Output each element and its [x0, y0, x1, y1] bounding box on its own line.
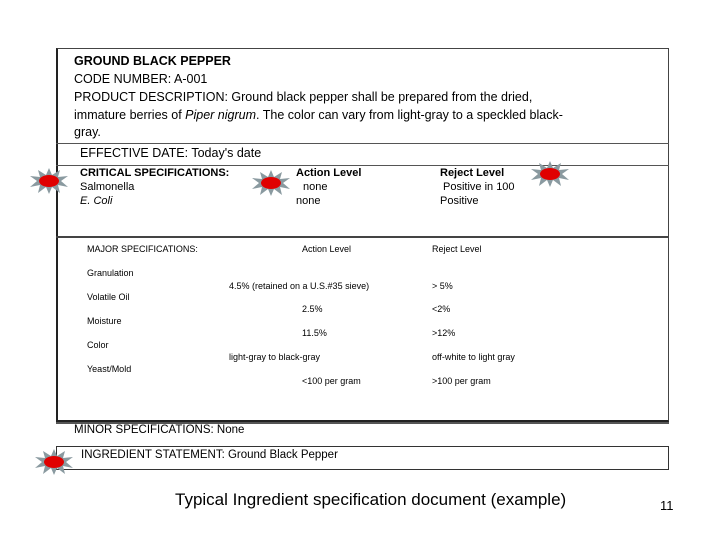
desc-text: . The color can vary from light-gray to a speckled black-: [256, 108, 563, 122]
species-name: Piper nigrum: [185, 108, 257, 122]
critical-heading: CRITICAL SPECIFICATIONS:: [80, 167, 230, 179]
ingredient-statement: INGREDIENT STATEMENT: Ground Black Pepper: [81, 449, 338, 461]
critical-action: none: [303, 181, 328, 193]
major-reject: off-white to light gray: [432, 352, 515, 362]
critical-name: Salmonella: [80, 181, 135, 193]
slide-caption: Typical Ingredient specification document (example): [175, 490, 567, 509]
major-action: light-gray to black-gray: [229, 352, 321, 362]
major-action: 11.5%: [302, 328, 327, 338]
page-number: 11: [660, 498, 674, 513]
major-reject: > 5%: [432, 281, 453, 291]
critical-action-header: Action Level: [296, 167, 362, 179]
critical-reject-header: Reject Level: [440, 167, 505, 179]
description-line-3: gray.: [74, 125, 101, 139]
major-action: 4.5% (retained on a U.S.#35 sieve): [229, 281, 370, 291]
major-name: Yeast/Mold: [87, 364, 132, 374]
major-name: Granulation: [87, 268, 134, 278]
starburst-icon: [531, 161, 569, 187]
description-line-2: [74, 106, 563, 124]
major-reject-header: Reject Level: [432, 244, 482, 254]
major-name: Moisture: [87, 316, 122, 326]
product-title: GROUND BLACK PEPPER: [74, 54, 231, 68]
starburst-icon: [30, 168, 68, 194]
critical-action: none: [296, 195, 321, 207]
major-name: Color: [87, 340, 109, 350]
major-heading: MAJOR SPECIFICATIONS:: [87, 244, 198, 254]
major-action: 2.5%: [302, 304, 323, 314]
major-reject: >100 per gram: [432, 376, 491, 386]
major-action-header: Action Level: [302, 244, 352, 254]
critical-name: E. Coli: [80, 195, 113, 207]
starburst-icon: [35, 449, 73, 475]
critical-reject: Positive: [440, 195, 479, 207]
major-name: Volatile Oil: [87, 292, 130, 302]
desc-text: immature berries of: [74, 108, 186, 122]
description-line-1: PRODUCT DESCRIPTION: Ground black pepper shall be prepared from the dried,: [74, 90, 533, 104]
major-action: <100 per gram: [302, 376, 361, 386]
major-reject: >12%: [432, 328, 456, 338]
effective-date: EFFECTIVE DATE: Today's date: [80, 146, 262, 160]
divider: [56, 165, 669, 166]
starburst-icon: [252, 170, 290, 196]
minor-specifications: MINOR SPECIFICATIONS: None: [74, 424, 245, 436]
code-number: CODE NUMBER: A-001: [74, 72, 208, 86]
major-reject: <2%: [432, 304, 451, 314]
critical-reject: Positive in 100: [443, 181, 515, 193]
divider: [56, 236, 669, 238]
